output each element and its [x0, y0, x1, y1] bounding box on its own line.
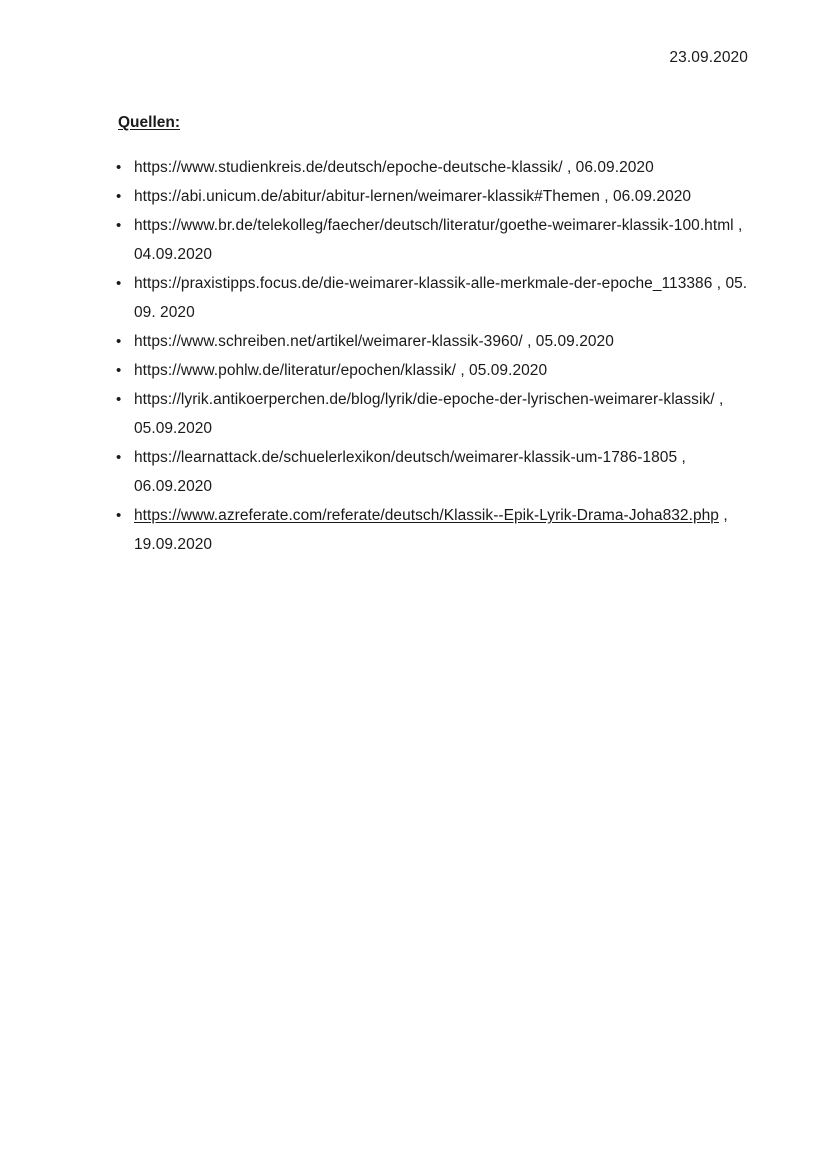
list-item — [116, 182, 766, 211]
document-date: 23.09.2020 — [669, 49, 748, 66]
sources-heading: Quellen: — [118, 114, 181, 131]
bullet-icon: • — [116, 159, 122, 176]
list-item — [116, 153, 766, 182]
bullet-icon: • — [116, 507, 122, 524]
bullet-icon: • — [116, 391, 122, 408]
bullet-icon: • — [116, 333, 122, 350]
access-date: , 04.09.2020 — [134, 217, 743, 263]
access-date: , 05.09.2020 — [522, 333, 614, 350]
bullet-icon: • — [116, 217, 122, 234]
source-url[interactable]: https://learnattack.de/schuelerlexikon/deutsch/weimarer-klassik-um-1786-1805 — [134, 449, 678, 466]
bullet-icon: • — [116, 362, 122, 379]
source-url[interactable]: https://www.schreiben.net/artikel/weimarer-klassik-3960/ — [134, 333, 523, 350]
source-url[interactable]: https://www.pohlw.de/literatur/epochen/klassik/ — [134, 362, 456, 379]
source-url[interactable]: https://lyrik.antikoerperchen.de/blog/lyrik/die-epoche-der-lyrischen-weimarer-klassik/ — [134, 391, 715, 408]
source-url[interactable]: https://www.br.de/telekolleg/faecher/deutsch/literatur/goethe-weimarer-klassik-100.html — [134, 217, 734, 234]
list-item — [116, 443, 766, 501]
bullet-icon: • — [116, 449, 122, 466]
bullet-icon: • — [116, 188, 122, 205]
access-date: , 05.09.2020 — [455, 362, 548, 379]
access-date: , 06.09.2020 — [599, 188, 692, 205]
bullet-icon: • — [116, 275, 122, 292]
list-item — [116, 211, 766, 269]
list-item — [116, 356, 766, 385]
access-date: , 05.09.2020 — [134, 391, 724, 437]
source-link[interactable]: https://www.azreferate.com/referate/deutsch/Klassik--Epik-Lyrik-Drama-Joha832.php — [134, 507, 719, 524]
access-date: , 19.09.2020 — [134, 507, 728, 553]
sources-list — [116, 153, 766, 559]
access-date: , 06.09.2020 — [134, 449, 686, 495]
list-item — [116, 385, 766, 443]
access-date: , 06.09.2020 — [562, 159, 654, 176]
source-url[interactable]: https://abi.unicum.de/abitur/abitur-lernen/weimarer-klassik#Themen — [134, 188, 600, 205]
access-date: , 05. 09. 2020 — [134, 275, 748, 321]
source-url[interactable]: https://praxistipps.focus.de/die-weimarer-klassik-alle-merkmale-der-epoche_113386 — [134, 275, 713, 292]
list-item — [116, 269, 766, 327]
list-item — [116, 501, 766, 559]
source-url[interactable]: https://www.studienkreis.de/deutsch/epoche-deutsche-klassik/ — [134, 159, 563, 176]
list-item — [116, 327, 766, 356]
